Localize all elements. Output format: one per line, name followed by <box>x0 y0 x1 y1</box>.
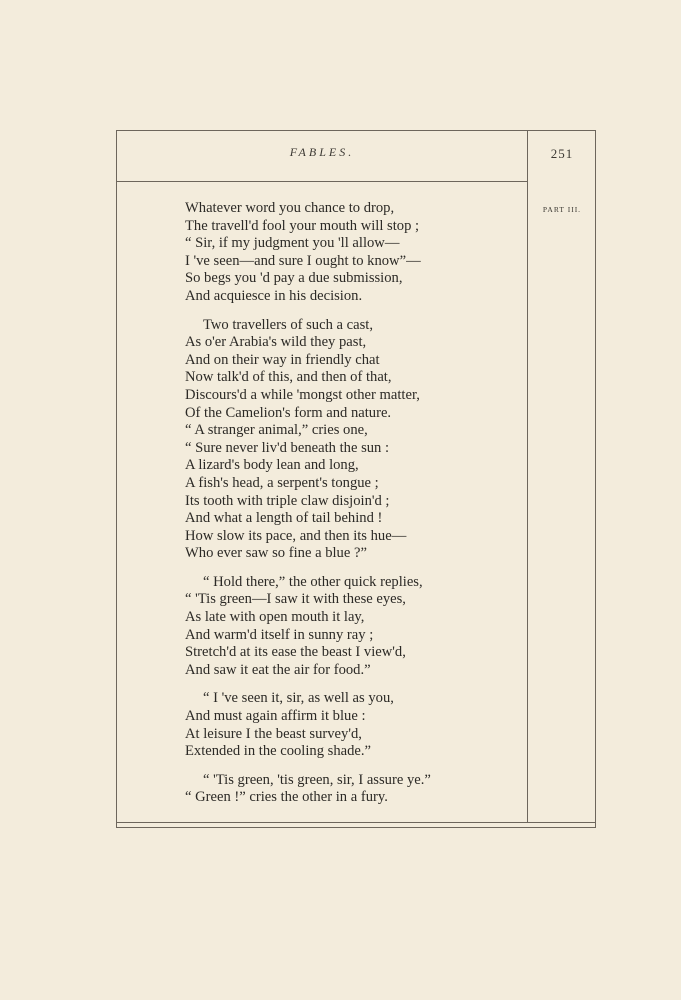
poem-body <box>185 200 525 818</box>
poem-line: As late with open mouth it lay, <box>185 609 365 626</box>
poem-line: Stretch'd at its ease the beast I view'd, <box>185 644 406 661</box>
header-rule <box>116 181 528 182</box>
page-number: 251 <box>550 146 574 161</box>
stanza-5 <box>185 772 525 807</box>
poem-line: Of the Camelion's form and nature. <box>185 404 392 421</box>
poem-line: And warm'd itself in sunny ray ; <box>185 626 374 643</box>
poem-line: “ 'Tis green, 'tis green, sir, I assure ye.” <box>203 771 431 788</box>
stanza-2 <box>185 317 525 563</box>
poem-line: Who ever saw so fine a blue ?” <box>185 545 367 562</box>
stanza-3 <box>185 574 525 680</box>
poem-line: “ 'Tis green—I saw it with these eyes, <box>185 591 406 608</box>
poem-line: And acquiesce in his decision. <box>185 287 363 304</box>
poem-line: Now talk'd of this, and then of that, <box>185 369 392 386</box>
poem-line: A fish's head, a serpent's tongue ; <box>185 474 379 491</box>
poem-line: “ Sure never liv'd beneath the sun : <box>185 439 390 456</box>
poem-line: Whatever word you chance to drop, <box>185 200 395 216</box>
poem-line: “ Hold there,” the other quick replies, <box>203 573 423 590</box>
poem-line: And saw it eat the air for food.” <box>185 661 371 678</box>
poem-line: Its tooth with triple claw disjoin'd ; <box>185 492 390 509</box>
poem-line: Two travellers of such a cast, <box>203 316 373 333</box>
poem-line: “ I 've seen it, sir, as well as you, <box>203 690 394 707</box>
poem-line: “ A stranger animal,” cries one, <box>185 422 368 439</box>
poem-line: The travell'd fool your mouth will stop ; <box>185 217 420 234</box>
poem-line: Discours'd a while 'mongst other matter, <box>185 386 420 403</box>
poem-line: And must again affirm it blue : <box>185 708 366 725</box>
running-title: FABLES. <box>289 145 355 159</box>
poem-line: How slow its pace, and then its hue— <box>185 527 407 544</box>
stanza-4 <box>185 690 525 760</box>
poem-line: As o'er Arabia's wild they past, <box>185 334 367 351</box>
poem-line: And on their way in friendly chat <box>185 351 380 368</box>
poem-line: A lizard's body lean and long, <box>185 457 359 474</box>
stanza-1 <box>185 200 525 306</box>
poem-line: Extended in the cooling shade.” <box>185 743 372 760</box>
side-note: PART III. <box>542 205 582 214</box>
poem-line: “ Sir, if my judgment you 'll allow— <box>185 235 400 252</box>
margin-column-divider <box>527 130 528 823</box>
frame-bottom-rule <box>116 822 596 823</box>
poem-line: At leisure I the beast survey'd, <box>185 725 362 742</box>
poem-line: So begs you 'd pay a due submission, <box>185 270 403 287</box>
poem-line: And what a length of tail behind ! <box>185 510 383 527</box>
poem-line: I 've seen—and sure I ought to know”— <box>185 252 421 269</box>
poem-line: “ Green !” cries the other in a fury. <box>185 789 388 806</box>
